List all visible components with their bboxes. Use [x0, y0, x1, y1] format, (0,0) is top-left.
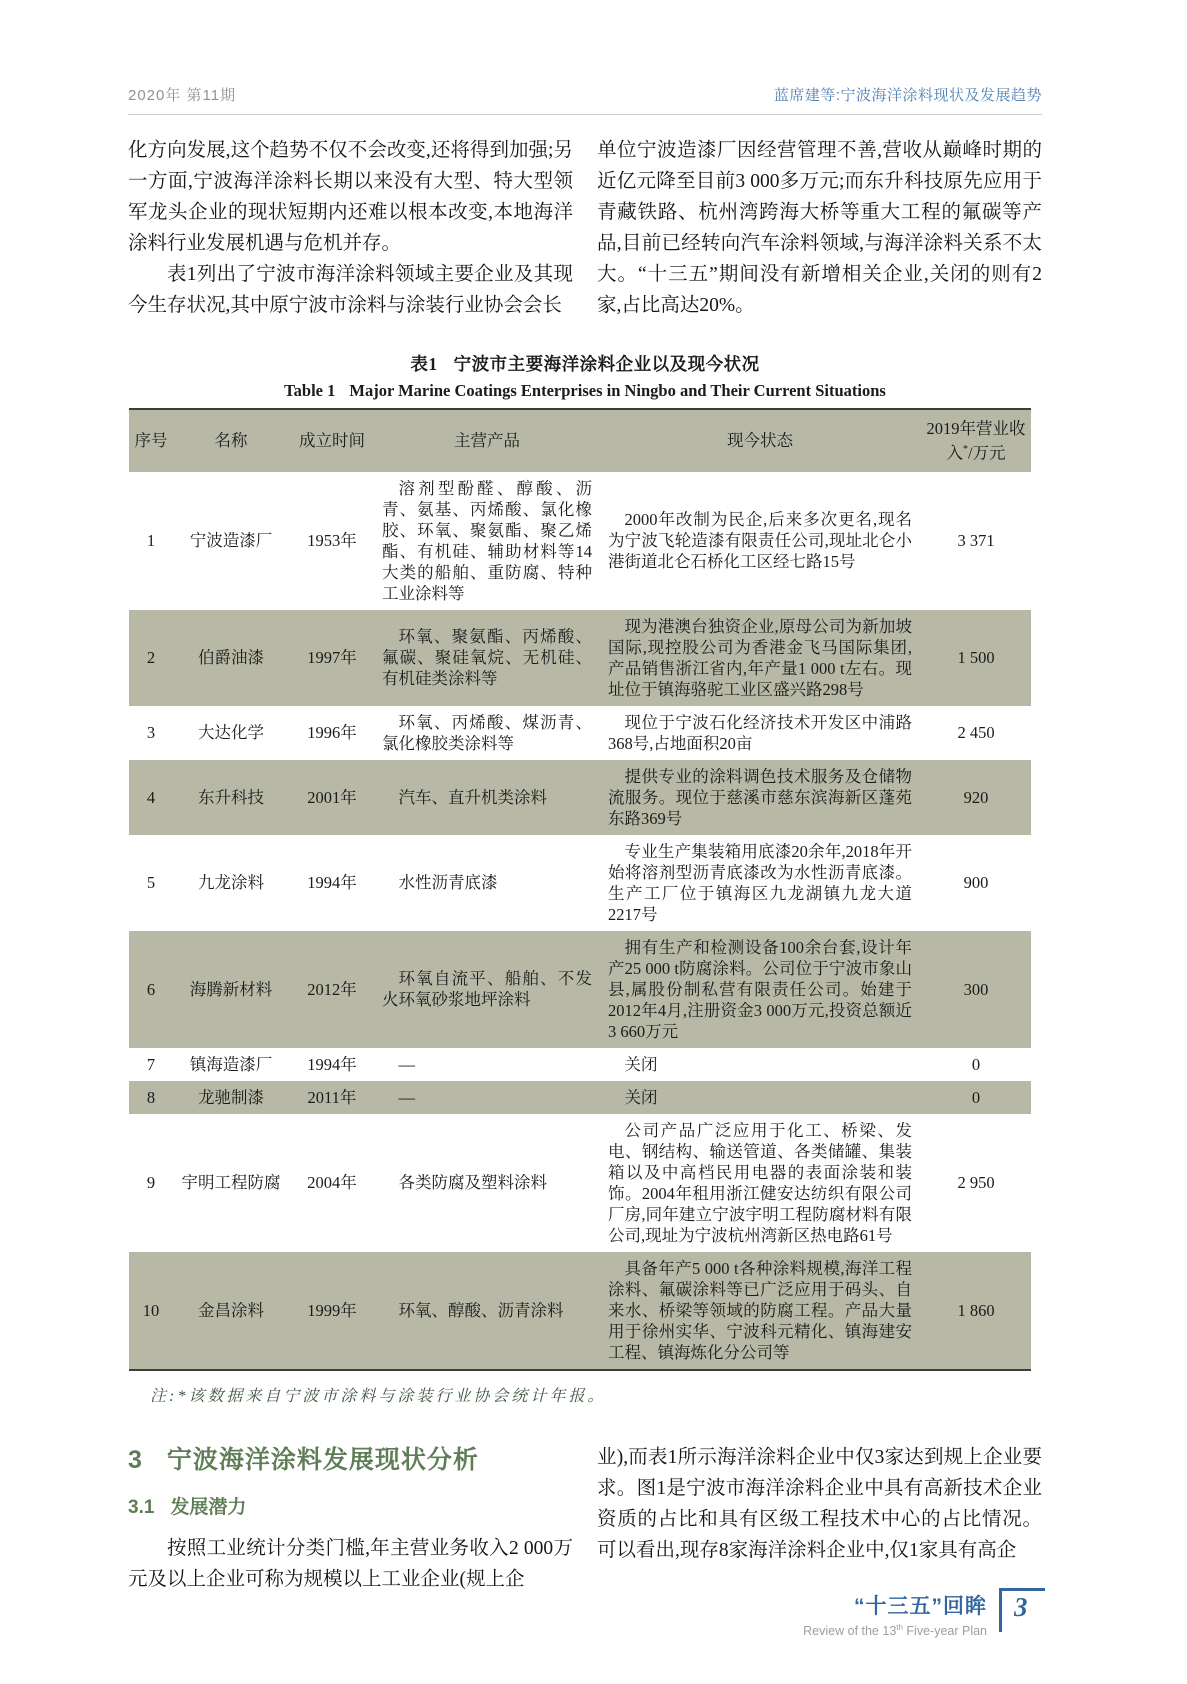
footer-slogan-en: [803, 1623, 987, 1638]
cell-no: 9: [146, 1173, 156, 1192]
cell-status: 专业生产集装箱用底漆20余年,2018年开始将溶剂型沥青底漆改为水性沥青底漆。生产工厂位于镇海区九龙湖镇九龙大道2217号: [608, 841, 912, 924]
cell-revenue: 1 500: [957, 648, 995, 667]
cell-status: 2000年改制为民企,后来多次更名,现名为宁波飞轮造漆有限责任公司,现址北仑小港街道北仑石桥化工区经七路15号: [608, 510, 912, 571]
cell-no: 3: [146, 723, 156, 742]
footer-en-suffix: Five-year Plan: [902, 1624, 987, 1638]
cell-status: 现位于宁波石化经济技术开发区中浦路368号,占地面积20亩: [608, 712, 912, 753]
cell-no: 7: [146, 1054, 156, 1074]
cell-status: 关闭: [624, 1054, 658, 1074]
cell-products: 水性沥青底漆: [398, 873, 498, 892]
page-number-box: [999, 1588, 1045, 1632]
cell-products: 环氧、丙烯酸、煤沥青、氯化橡胶类涂料等: [382, 712, 592, 753]
revenue-header-unit: /万元: [967, 443, 1006, 463]
cell-products: 各类防腐及塑料涂料: [398, 1173, 547, 1192]
cell-status: 具备年产5 000 t各种涂料规模,海洋工程涂料、氟碳涂料等已广泛应用于码头、自来水、桥梁等领域的防腐工程。产品大量用于徐州实华、宁波科元精化、镇海建安工程、镇海炼化分公司等: [608, 1258, 912, 1362]
table-row: [129, 1114, 1031, 1252]
cell-no: 2: [146, 648, 156, 667]
paragraph: 单位宁波造漆厂因经营管理不善,营收从巅峰时期的近亿元降至目前3 000多万元;而东升科技原先应用于青藏铁路、杭州湾跨海大桥等重大工程的氟碳等产品,目前已经转向汽车涂料领域,与海洋涂料关系不太大。“十三五”期间没有新增相关企业,关闭的则有2家,占比高达20%。: [597, 140, 1042, 316]
subsection-title: 发展潜力: [170, 1496, 247, 1518]
cell-founded: 2001年: [307, 787, 357, 807]
cell-name: 九龙涂料: [198, 873, 264, 892]
cell-founded: 1994年: [307, 1054, 357, 1074]
table-caption-en-label: Table 1: [284, 381, 336, 400]
cell-status: 拥有生产和检测设备100余台套,设计年产25 000 t防腐涂料。公司位于宁波市象山县,属股份制私营有限责任公司。始建于2012年4月,注册资金3 000万元,投资总额近3 660万元: [608, 937, 912, 1041]
cell-revenue: 2 950: [957, 1173, 995, 1192]
cell-founded: 2011年: [307, 1087, 357, 1107]
col-header-name: 名称: [173, 409, 289, 472]
footer-slogan-zh: “十三五”回眸: [854, 1594, 987, 1618]
table-head: [129, 409, 1031, 472]
cell-revenue: 3 371: [957, 531, 995, 550]
cell-products: 汽车、直升机类涂料: [398, 787, 547, 807]
cell-revenue: 920: [963, 787, 989, 807]
footer-slogan: [803, 1588, 987, 1638]
table-caption-en: [128, 381, 1042, 401]
footer-en-sup: th: [896, 1622, 903, 1632]
cell-products: 环氧、聚氨酯、丙烯酸、氟碳、聚硅氧烷、无机硅、有机硅类涂料等: [382, 627, 592, 688]
paragraph: 业),而表1所示海洋涂料企业中仅3家达到规上企业要求。图1是宁波市海洋涂料企业中具有高新技术企业资质的占比和具有区级工程技术中心的占比情况。可以看出,现存8家海洋涂料企业中,仅1家具有高企: [597, 1446, 1042, 1561]
paragraph: 表1列出了宁波市海洋涂料领域主要企业及其现今生存状况,其中原宁波市涂料与涂装行业协会会长: [128, 264, 573, 316]
issue-label: 2020年 第11期: [128, 87, 237, 104]
intro-right-column: [597, 135, 1042, 321]
cell-name: 龙驰制漆: [198, 1087, 264, 1107]
table-body: [129, 472, 1031, 1370]
page-content: [128, 84, 1042, 1595]
cell-no: 10: [142, 1300, 160, 1320]
cell-products: 环氧、醇酸、沥青涂料: [398, 1300, 564, 1320]
table-row: [129, 472, 1031, 610]
section-number: 3: [128, 1445, 143, 1474]
cell-revenue: 2 450: [957, 723, 995, 742]
table-footnote: 注:*该数据来自宁波市涂料与涂装行业协会统计年报。: [150, 1387, 607, 1405]
cell-name: 宇明工程防腐: [181, 1173, 281, 1192]
cell-status: 公司产品广泛应用于化工、桥梁、发电、钢结构、输送管道、各类储罐、集装箱以及中高档民用电器的表面涂装和装饰。2004年租用浙江健安达纺织有限公司厂房,同年建立宁波宇明工程防腐材料有限公司,现址为宁波杭州湾新区热电路61号: [608, 1120, 912, 1245]
table-caption-zh-label: 表1: [410, 354, 438, 374]
cell-no: 8: [146, 1087, 156, 1107]
table-caption-zh: [128, 351, 1042, 376]
cell-name: 海腾新材料: [189, 979, 273, 999]
cell-founded: 2004年: [307, 1173, 357, 1192]
table-row: [129, 1252, 1031, 1370]
intro-left-column: [128, 135, 573, 321]
section-heading: [128, 1440, 573, 1476]
table-row: [129, 835, 1031, 931]
table-row: [129, 1048, 1031, 1081]
cell-founded: 1994年: [307, 873, 357, 892]
cell-revenue: 300: [963, 979, 989, 999]
cell-no: 5: [146, 873, 156, 892]
analysis-right-column: [597, 1406, 1042, 1595]
cell-revenue: 0: [971, 1087, 981, 1107]
paragraph: 化方向发展,这个趋势不仅不会改变,还将得到加强;另一方面,宁波海洋涂料长期以来没有大型、特大型领军龙头企业的现状短期内还难以根本改变,本地海洋涂料行业发展机遇与危机并存。: [128, 140, 573, 254]
running-title: 蓝席建等:宁波海洋涂料现状及发展趋势: [773, 87, 1042, 104]
cell-no: 1: [146, 531, 156, 550]
cell-status: 提供专业的涂料调色技术服务及仓储物流服务。现位于慈溪市慈东滨海新区蓬苑东路369号: [608, 766, 912, 828]
subsection-number: 3.1: [128, 1496, 155, 1518]
analysis-left-column: [128, 1406, 573, 1595]
cell-revenue: 900: [963, 873, 989, 892]
analysis-columns: [128, 1406, 1042, 1595]
cell-name: 大达化学: [198, 723, 264, 742]
table-caption-en-title: Major Marine Coatings Enterprises in Ningbo and Their Current Situations: [349, 381, 886, 400]
cell-founded: 1996年: [307, 723, 357, 742]
cell-status: 关闭: [624, 1087, 658, 1107]
revenue-header-text: 2019年营业收入: [926, 419, 1026, 463]
cell-name: 金昌涂料: [198, 1300, 264, 1320]
cell-products: 环氧自流平、船舶、不发火环氧砂浆地坪涂料: [382, 969, 592, 1009]
table-row: [129, 1081, 1031, 1114]
cell-status: 现为港澳台独资企业,原母公司为新加坡国际,现控股公司为香港金飞马国际集团,产品销售浙江省内,年产量1 000 t左右。现址位于镇海骆驼工业区盛兴路298号: [608, 616, 912, 699]
table-header-row: [129, 409, 1031, 472]
cell-founded: 1997年: [307, 648, 357, 667]
col-header-founded: 成立时间: [289, 409, 375, 472]
col-header-products: 主营产品: [375, 409, 599, 472]
revenue-header-asterisk: *: [962, 444, 968, 455]
col-header-status: 现今状态: [599, 409, 921, 472]
enterprises-table: [129, 408, 1031, 1371]
cell-no: 4: [146, 787, 156, 807]
cell-founded: 1953年: [307, 531, 357, 550]
page-number: 3: [1014, 1591, 1028, 1622]
cell-products: —: [398, 1054, 415, 1074]
table-row: [129, 706, 1031, 760]
page-footer: [803, 1588, 1045, 1638]
cell-name: 镇海造漆厂: [189, 1054, 273, 1074]
intro-columns: [128, 135, 1042, 321]
cell-founded: 2012年: [307, 979, 357, 999]
subsection-heading: [128, 1492, 573, 1519]
cell-no: 6: [146, 979, 156, 999]
cell-products: —: [398, 1087, 415, 1107]
cell-revenue: 1 860: [957, 1300, 995, 1320]
cell-products: 溶剂型酚醛、醇酸、沥青、氨基、丙烯酸、氯化橡胶、环氧、聚氨酯、聚乙烯酯、有机硅、辅助材料等14大类的船舶、重防腐、特种工业涂料等: [382, 478, 592, 603]
table-caption: [128, 351, 1042, 401]
footer-en-prefix: Review of the 13: [803, 1624, 897, 1638]
section-title: 宁波海洋涂料发展现状分析: [166, 1445, 479, 1474]
cell-name: 东升科技: [198, 787, 264, 807]
cell-name: 宁波造漆厂: [189, 531, 273, 550]
col-header-revenue: [921, 409, 1031, 472]
table-caption-zh-title: 宁波市主要海洋涂料企业以及现今状况: [453, 354, 760, 374]
table-row: [129, 760, 1031, 835]
col-header-no: 序号: [129, 409, 173, 472]
table-row: [129, 931, 1031, 1048]
page-header: [128, 84, 1042, 115]
cell-revenue: 0: [971, 1054, 981, 1074]
cell-founded: 1999年: [307, 1300, 357, 1320]
cell-name: 伯爵油漆: [198, 648, 264, 667]
paragraph: 按照工业统计分类门槛,年主营业务收入2 000万元及以上企业可称为规模以上工业企业(规上企: [128, 1537, 573, 1590]
table-row: [129, 610, 1031, 706]
journal-page: [0, 84, 1187, 1684]
